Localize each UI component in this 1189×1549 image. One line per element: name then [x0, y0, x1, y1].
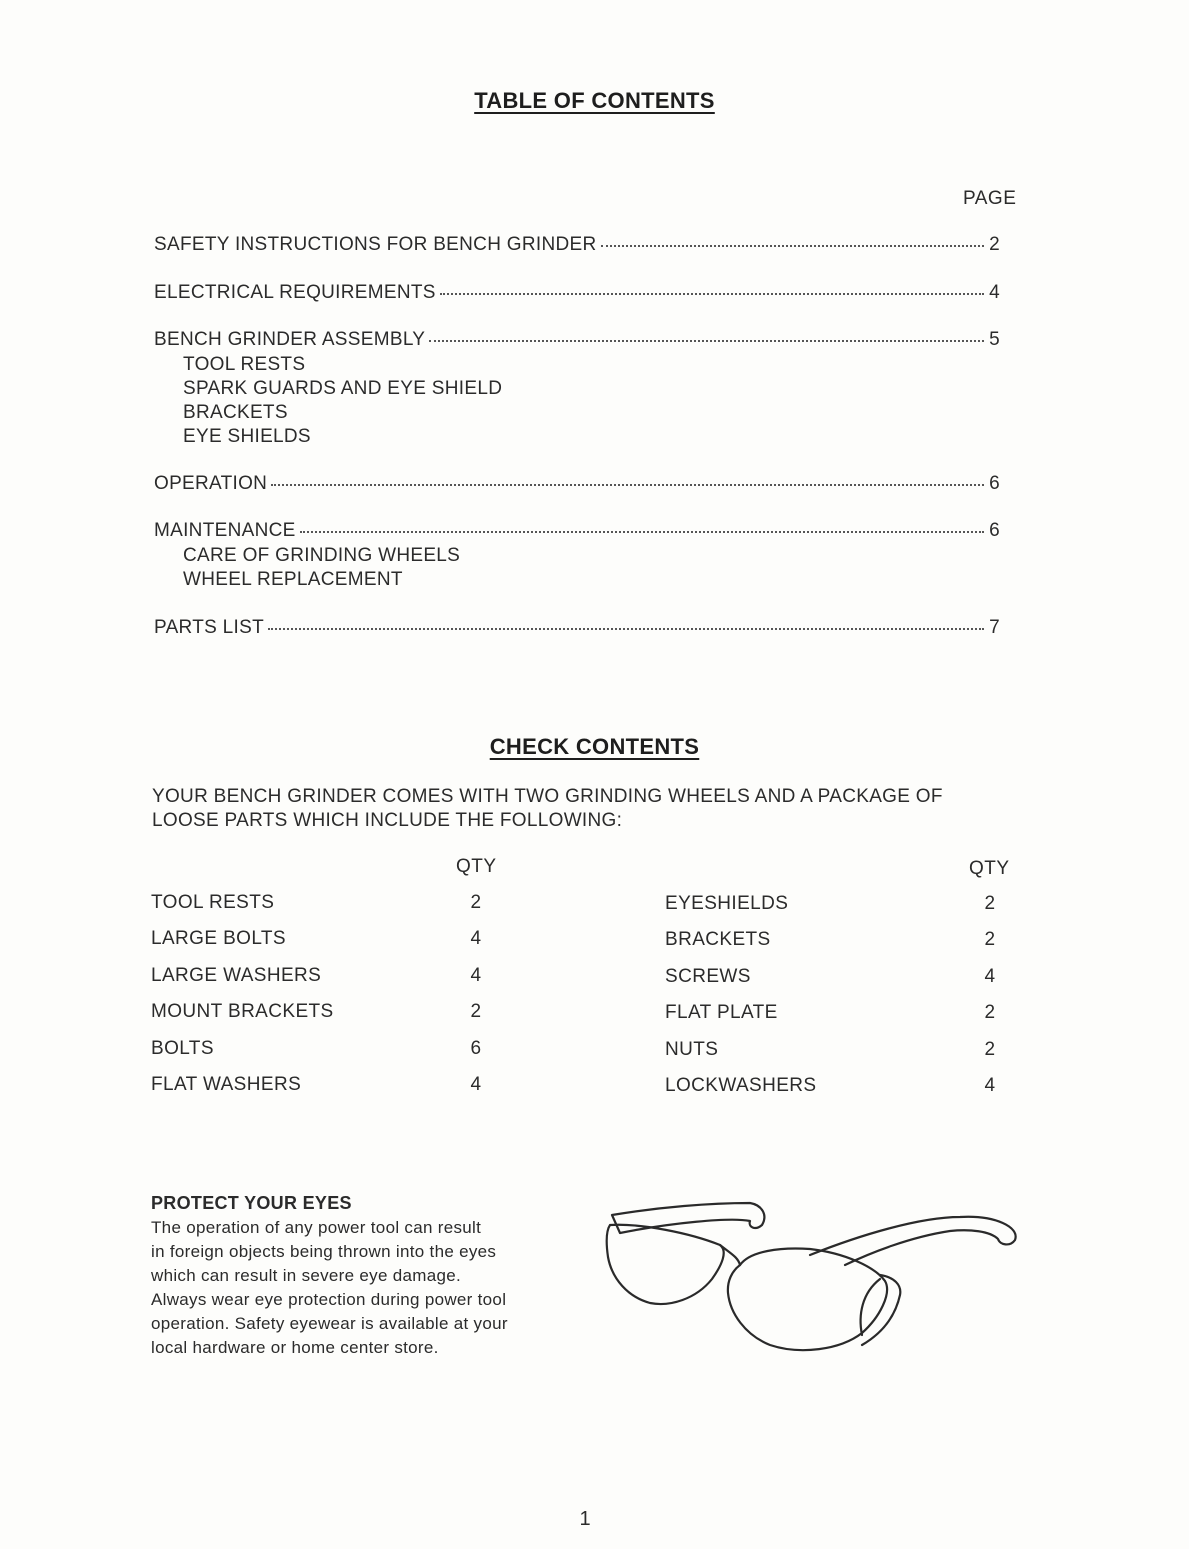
protect-eyes-title: PROTECT YOUR EYES	[151, 1193, 352, 1213]
toc-title: TABLE OF CONTENTS	[474, 88, 715, 113]
lens-left	[607, 1225, 724, 1304]
part-name: BOLTS	[151, 1037, 214, 1059]
toc-entry	[154, 520, 1000, 592]
toc-heading	[0, 88, 1189, 114]
protect-eyes-line: local hardware or home center store.	[151, 1338, 439, 1357]
part-qty: 2	[984, 1002, 996, 1024]
protect-eyes-line: The operation of any power tool can result	[151, 1218, 482, 1237]
toc-entry-label: PARTS LIST	[154, 617, 264, 638]
toc-page-column-label: PAGE	[963, 188, 1017, 209]
protect-eyes-section	[151, 1193, 581, 1360]
toc-entry	[154, 329, 1000, 449]
toc-subentry: EYE SHIELDS	[183, 426, 311, 447]
part-row	[665, 929, 1025, 965]
toc-entry-label: ELECTRICAL REQUIREMENTS	[154, 282, 436, 303]
parts-list-right	[665, 893, 1025, 1111]
protect-eyes-line: in foreign objects being thrown into the eyes	[151, 1242, 497, 1261]
part-name: FLAT WASHERS	[151, 1073, 302, 1095]
part-name: TOOL RESTS	[151, 892, 275, 913]
lens-right	[728, 1249, 887, 1351]
dot-leader	[268, 627, 984, 630]
part-row	[151, 1038, 511, 1074]
part-qty: 4	[470, 928, 482, 950]
part-qty: 4	[470, 964, 482, 986]
toc-entry-page: 6	[989, 520, 1000, 541]
part-name: LARGE BOLTS	[151, 928, 286, 950]
part-row	[151, 965, 511, 1001]
part-name: LOCKWASHERS	[665, 1074, 817, 1096]
qty-header-left: QTY	[456, 856, 497, 877]
toc-entry-page: 5	[989, 329, 1000, 350]
part-row	[151, 892, 511, 928]
part-qty: 2	[984, 893, 996, 914]
toc-entry-label: MAINTENANCE	[154, 520, 296, 541]
part-name: BRACKETS	[665, 929, 771, 951]
toc-entry	[154, 617, 1000, 641]
part-qty: 2	[984, 929, 996, 951]
part-row	[665, 966, 1025, 1002]
qty-header-right: QTY	[969, 858, 1010, 879]
check-contents-title: CHECK CONTENTS	[489, 734, 700, 759]
part-qty: 2	[984, 1038, 996, 1060]
dot-leader	[601, 244, 984, 247]
toc-entry-label: BENCH GRINDER ASSEMBLY	[154, 329, 426, 350]
part-name: EYESHIELDS	[665, 893, 789, 914]
toc-entry-page: 7	[989, 617, 1000, 638]
part-row	[665, 1039, 1025, 1075]
protect-eyes-text	[151, 1216, 571, 1360]
part-name: LARGE WASHERS	[151, 964, 322, 986]
dot-leader	[300, 530, 984, 533]
toc-entry-page: 2	[989, 234, 1000, 255]
toc-entry-page: 4	[989, 282, 1000, 303]
part-name: NUTS	[665, 1038, 719, 1060]
part-row	[151, 1074, 511, 1110]
toc-subentry: WHEEL REPLACEMENT	[183, 569, 403, 590]
toc-entry	[154, 234, 1000, 258]
dot-leader	[429, 339, 984, 342]
temple-arm-left	[612, 1203, 764, 1233]
protect-eyes-line: which can result in severe eye damage.	[151, 1266, 462, 1285]
toc-entry	[154, 282, 1000, 306]
check-contents-intro: YOUR BENCH GRINDER COMES WITH TWO GRINDING WHEELS AND A PACKAGE OF LOOSE PARTS WHICH INCLUDE THE FOLLOWING:	[152, 786, 943, 831]
toc-entry-page: 6	[989, 473, 1000, 494]
check-contents-heading	[0, 734, 1189, 760]
toc-entry-label: SAFETY INSTRUCTIONS FOR BENCH GRINDER	[154, 234, 597, 255]
part-name: SCREWS	[665, 965, 751, 987]
dot-leader	[271, 483, 984, 486]
safety-glasses-icon	[600, 1195, 1030, 1375]
toc-subentry: TOOL RESTS	[183, 354, 306, 375]
part-name: FLAT PLATE	[665, 1002, 778, 1024]
part-qty: 2	[470, 1001, 482, 1023]
part-qty: 4	[470, 1073, 482, 1095]
page-number: 1	[579, 1508, 591, 1530]
toc-subentry: CARE OF GRINDING WHEELS	[183, 545, 461, 566]
protect-eyes-line: Always wear eye protection during power tool	[151, 1290, 507, 1309]
part-qty: 4	[984, 1074, 996, 1096]
part-qty: 4	[984, 965, 996, 987]
parts-list-left	[151, 892, 511, 1110]
part-row	[151, 928, 511, 964]
toc-subentry: BRACKETS	[183, 402, 288, 423]
part-name: MOUNT BRACKETS	[151, 1001, 334, 1023]
part-row	[665, 893, 1025, 929]
part-qty: 6	[470, 1037, 482, 1059]
toc-subentry: SPARK GUARDS AND EYE SHIELD	[183, 378, 503, 399]
dot-leader	[440, 292, 984, 295]
temple-arm-right	[810, 1217, 1016, 1265]
part-row	[665, 1075, 1025, 1111]
part-row	[151, 1001, 511, 1037]
side-shield-inner	[861, 1279, 880, 1335]
toc-entry-label: OPERATION	[154, 473, 268, 494]
part-row	[665, 1002, 1025, 1038]
part-qty: 2	[470, 892, 482, 913]
protect-eyes-line: operation. Safety eyewear is available at your	[151, 1314, 508, 1333]
toc-entry	[154, 473, 1000, 497]
